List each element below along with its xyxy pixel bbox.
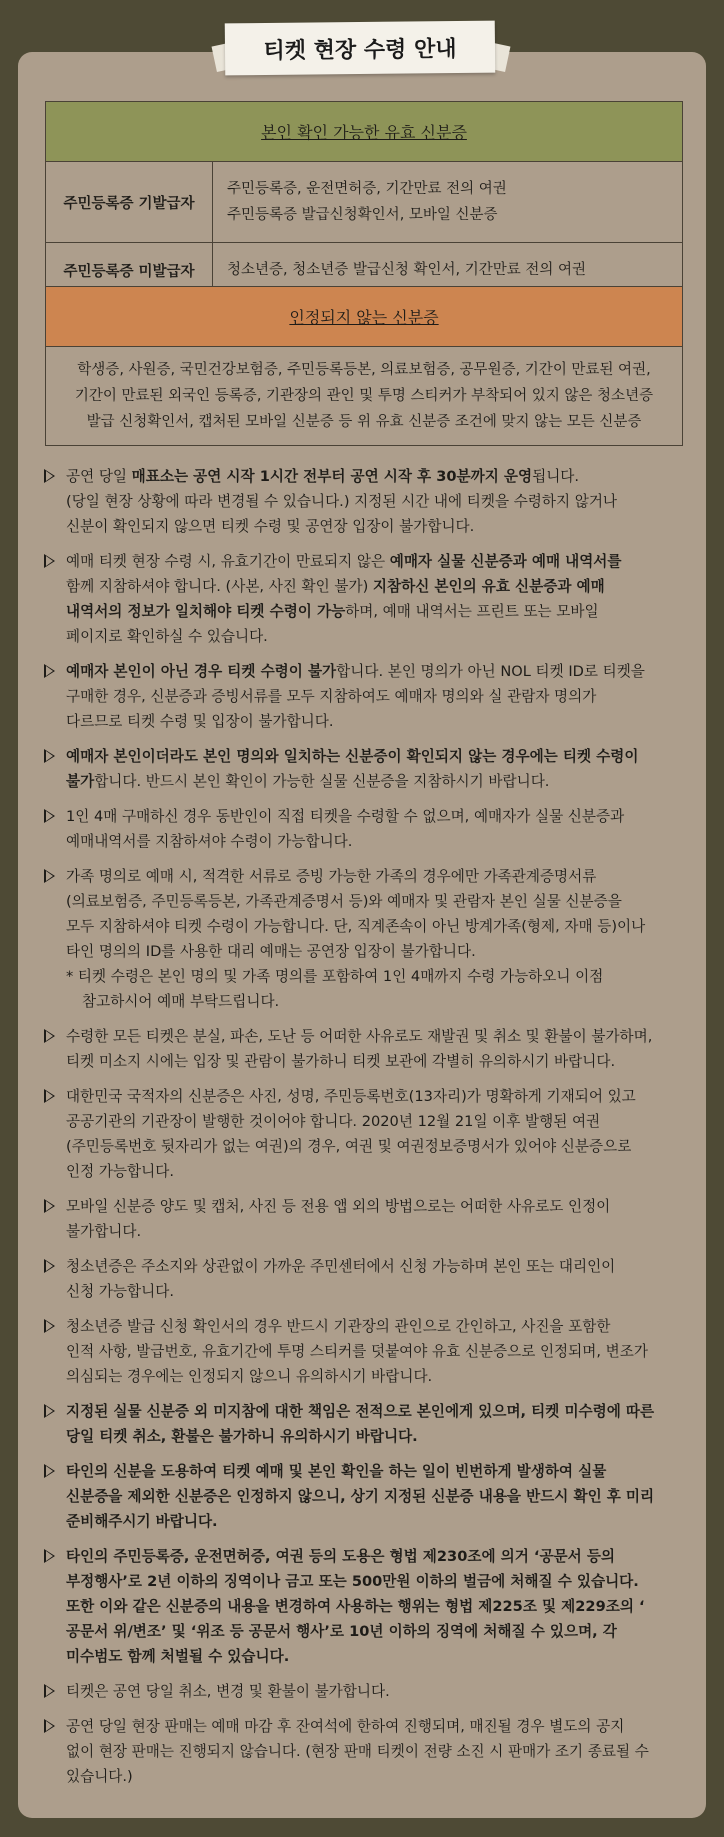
list-item [44,1314,690,1389]
note-text: 함께 지참하셔야 합니다. (사본, 사진 확인 불가) [66,578,373,595]
note-line [66,464,690,489]
list-item [44,744,690,794]
note-bold-text: 신분증을 제외한 신분증은 인정하지 않으니, 상기 지정된 신분증 내용을 반드시 확인 후 미리 [66,1488,655,1505]
list-item [44,1544,690,1669]
invalid-id-table [45,286,683,446]
note-line [66,769,690,794]
note-bold-text: 예매자 본인이더라도 본인 명의와 일치하는 신분증이 확인되지 않는 경우에는 티켓 수령이 [66,748,639,765]
note-line: 의심되는 경우에는 인정되지 않으니 유의하시기 바랍니다. [66,1368,433,1385]
note-line [66,1399,690,1424]
note-line [66,1424,690,1449]
list-item [44,1679,690,1704]
note-text: 합니다. 반드시 본인 확인이 가능한 실물 신분증을 지참하시기 바랍니다. [94,773,550,790]
note-line [66,744,690,769]
triangle-bullet-icon [44,1684,55,1698]
row-value: 청소년증, 청소년증 발급신청 확인서, 기간만료 전의 여권 [213,243,683,298]
list-item [44,549,690,649]
note-bold-text: 예매자 실물 신분증과 예매 내역서를 [389,553,622,570]
note-line [66,1544,690,1569]
triangle-bullet-icon [44,1199,55,1213]
note-bold-text: 지참하신 본인의 유효 신분증과 예매 [372,578,605,595]
note-line [66,659,690,684]
note-line: 없이 현장 판매는 진행되지 않습니다. (현장 판매 티켓이 전량 소진 시 판매가 조기 종료될 수 [66,1743,649,1760]
note-line: 신분이 확인되지 않으면 티켓 수령 및 공연장 입장이 불가합니다. [66,518,475,535]
note-line [66,549,690,574]
note-line: * 티켓 수령은 본인 명의 및 가족 명의를 포함하여 1인 4매까지 수령 가능하오니 이점 [66,968,604,985]
triangle-bullet-icon [44,809,55,823]
triangle-bullet-icon [44,1549,55,1563]
table-row [46,162,683,243]
valid-id-header: 본인 확인 가능한 유효 신분증 [46,102,683,162]
list-item [44,659,690,734]
note-bold-text: 지정된 실물 신분증 외 미지참에 대한 책임은 전적으로 본인에게 있으며, 티켓 미수령에 따른 [66,1403,655,1420]
invalid-id-header: 인정되지 않는 신분증 [46,287,683,347]
row-label: 주민등록증 미발급자 [46,243,213,298]
notice-list [44,464,690,1799]
note-bold-text: 또한 이와 같은 신분증의 내용을 변경하여 사용하는 행위는 형법 제225조 및 제229조의 ‘ [66,1598,645,1615]
triangle-bullet-icon [44,1464,55,1478]
triangle-bullet-icon [44,869,55,883]
note-line: (의료보험증, 주민등록등본, 가족관계증명서 등)와 예매자 및 관람자 본인 실물 신분증을 [66,893,622,910]
note-bold-text: 타인의 신분을 도용하여 티켓 예매 및 본인 확인을 하는 일이 빈번하게 발생하여 실물 [66,1463,607,1480]
note-text: 됩니다. [532,468,580,485]
note-bold-text: 부정행사’로 2년 이하의 징역이나 금고 또는 500만원 이하의 벌금에 처해질 수 있습니다. [66,1573,639,1590]
note-line: 불가합니다. [66,1223,142,1240]
list-item [44,1714,690,1789]
row-label: 주민등록증 기발급자 [46,162,213,243]
valid-id-table [45,101,683,298]
list-item [44,1084,690,1184]
note-bold-text: 매표소는 공연 시작 1시간 전부터 공연 시작 후 30분까지 운영 [131,468,533,485]
list-item [44,804,690,854]
note-bold-text: 불가 [66,773,95,790]
triangle-bullet-icon [44,1029,55,1043]
note-line [66,1619,690,1644]
note-line [66,1644,690,1669]
note-text: 합니다. 본인 명의가 아닌 NOL 티켓 ID로 티켓을 [336,663,645,680]
note-line [66,1509,690,1534]
note-line: 1인 4매 구매하신 경우 동반인이 직접 티켓을 수령할 수 없으며, 예매자가 실물 신분증과 [66,808,625,825]
note-line [66,1569,690,1594]
note-line: 구매한 경우, 신분증과 증빙서류를 모두 지참하여도 예매자 명의와 실 관람자 명의가 [66,688,597,705]
note-line: 티켓 미소지 시에는 입장 및 관람이 불가하니 티켓 보관에 각별히 유의하시기 바랍니다. [66,1053,616,1070]
triangle-bullet-icon [44,1259,55,1273]
note-line: 티켓은 공연 당일 취소, 변경 및 환불이 불가합니다. [66,1683,390,1700]
note-line: 다르므로 티켓 수령 및 입장이 불가합니다. [66,713,334,730]
note-line: 공공기관의 기관장이 발행한 것이어야 합니다. 2020년 12월 21일 이후 발행된 여권 [66,1113,601,1130]
note-line: 모바일 신분증 양도 및 캡처, 사진 등 전용 앱 외의 방법으로는 어떠한 사유로도 인정이 [66,1198,611,1215]
note-line: 모두 지참하셔야 티켓 수령이 가능합니다. 단, 직계존속이 아닌 방계가족(형제, 자매 등)이나 [66,918,646,935]
triangle-bullet-icon [44,664,55,678]
note-bold-text: 준비해주시기 바랍니다. [66,1513,218,1530]
note-line: 가족 명의로 예매 시, 적격한 서류로 증빙 가능한 가족의 경우에만 가족관계증명서류 [66,868,597,885]
note-bold-text: 내역서의 정보가 일치해야 티켓 수령이 가능 [66,603,346,620]
note-line: 공연 당일 현장 판매는 예매 마감 후 잔여석에 한하여 진행되며, 매진될 경우 별도의 공지 [66,1718,625,1735]
note-line [66,574,690,599]
triangle-bullet-icon [44,1089,55,1103]
note-line: 있습니다.) [66,1768,133,1785]
note-line: 인정 가능합니다. [66,1163,174,1180]
note-line: 예매내역서를 지참하셔야 수령이 가능합니다. [66,833,353,850]
note-line [66,599,690,624]
triangle-bullet-icon [44,1404,55,1418]
note-bold-text: 예매자 본인이 아닌 경우 티켓 수령이 불가 [66,663,337,680]
note-line: 수령한 모든 티켓은 분실, 파손, 도난 등 어떠한 사유로도 재발권 및 취소 및 환불이 불가하며, [66,1028,653,1045]
list-item [44,1024,690,1074]
list-item [44,1194,690,1244]
note-line: 인적 사항, 발급번호, 유효기간에 투명 스티커를 덧붙여야 유효 신분증으로 인정되며, 변조가 [66,1343,648,1360]
note-line: 대한민국 국적자의 신분증은 사진, 성명, 주민등록번호(13자리)가 명확하게 기재되어 있고 [66,1088,636,1105]
invalid-id-list: 학생증, 사원증, 국민건강보험증, 주민등록등본, 의료보험증, 공무원증, 기간이 만료된 여권, 기간이 만료된 외국인 등록증, 기관장의 관인 및 투명 스티커가 부착되어 있지 않은 청소년증 발급 신청확인서, 캡처된 모바일 신분증 등 위 유효 신분증 조건에 맞지 않는 모든 신분증 [46,347,683,446]
triangle-bullet-icon [44,749,55,763]
note-text: 예매 티켓 현장 수령 시, 유효기간이 만료되지 않은 [66,553,390,570]
list-item [44,1254,690,1304]
note-bold-text: 타인의 주민등록증, 운전면허증, 여권 등의 도용은 형법 제230조에 의거 ‘공문서 등의 [66,1548,616,1565]
page-title: 티켓 현장 수령 안내 [225,21,496,76]
note-bold-text: 당일 티켓 취소, 환불은 불가하니 유의하시기 바랍니다. [66,1428,418,1445]
list-item [44,1399,690,1449]
note-line: 청소년증은 주소지와 상관없이 가까운 주민센터에서 신청 가능하며 본인 또는 대리인이 [66,1258,616,1275]
list-item [44,464,690,539]
list-item [44,864,690,1014]
note-line [66,1594,690,1619]
note-bold-text: 공문서 위/변조’ 및 ‘위조 등 공문서 행사’로 10년 이하의 징역에 처해질 수 있으며, 각 [66,1623,617,1640]
triangle-bullet-icon [44,469,55,483]
note-text: 공연 당일 [66,468,132,485]
note-line: 신청 가능합니다. [66,1283,174,1300]
note-line: 페이지로 확인하실 수 있습니다. [66,628,268,645]
note-line: (당일 현장 상황에 따라 변경될 수 있습니다.) 지정된 시간 내에 티켓을 수령하지 않거나 [66,493,618,510]
note-line: 참고하시어 예매 부탁드립니다. [82,993,280,1010]
note-line [66,1484,690,1509]
note-line: 청소년증 발급 신청 확인서의 경우 반드시 기관장의 관인으로 간인하고, 사진을 포함한 [66,1318,611,1335]
triangle-bullet-icon [44,1719,55,1733]
note-line: (주민등록번호 뒷자리가 없는 여권)의 경우, 여권 및 여권정보증명서가 있어야 신분증으로 [66,1138,632,1155]
list-item [44,1459,690,1534]
row-value: 주민등록증, 운전면허증, 기간만료 전의 여권 주민등록증 발급신청확인서, 모바일 신분증 [213,162,683,243]
note-text: 하며, 예매 내역서는 프린트 또는 모바일 [345,603,599,620]
note-line: 타인 명의의 ID를 사용한 대리 예매는 공연장 입장이 불가합니다. [66,943,476,960]
triangle-bullet-icon [44,1319,55,1333]
triangle-bullet-icon [44,554,55,568]
note-bold-text: 미수범도 함께 처벌될 수 있습니다. [66,1648,290,1665]
note-line [66,1459,690,1484]
